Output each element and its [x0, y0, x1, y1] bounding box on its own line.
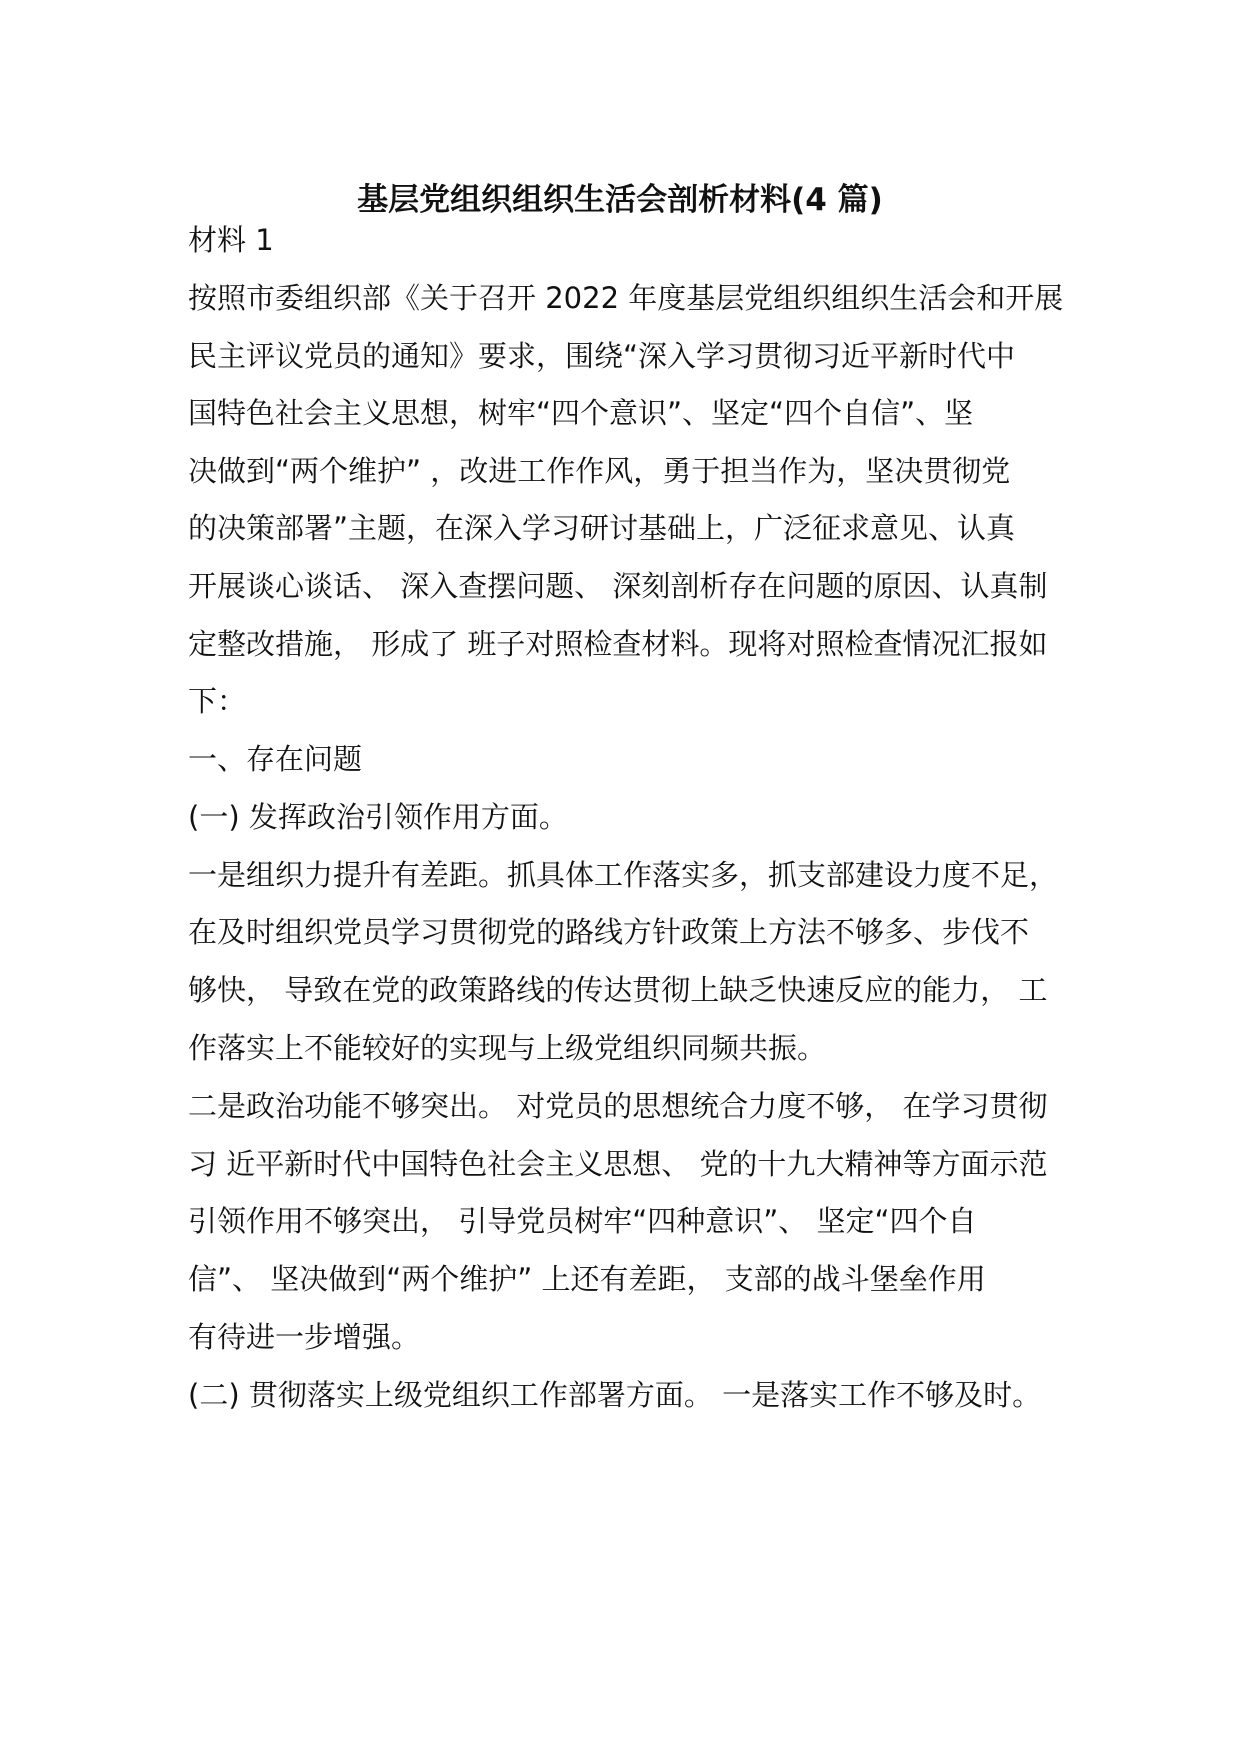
paragraph-line: 信”、 坚决做到“两个维护” 上还有差距， 支部的战斗堡垒作用 — [188, 1262, 986, 1296]
paragraph-line: 民主评议党员的通知》要求，围绕“深入学习贯彻习近平新时代中 — [188, 339, 1016, 373]
paragraph-line: 定整改措施， 形成了 班子对照检查材料。现将对照检查情况汇报如 — [188, 627, 1048, 661]
paragraph-line: 作落实上不能较好的实现与上级党组织同频共振。 — [188, 1031, 827, 1065]
subsection-heading: (二) 贯彻落实上级党组织工作部署方面。 一是落实工作不够及时。 — [188, 1378, 1042, 1412]
paragraph-line: 习 近平新时代中国特色社会主义思想、 党的十九大精神等方面示范 — [188, 1147, 1048, 1181]
paragraph-line: 按照市委组织部《关于召开 2022 年度基层党组织组织生活会和开展 — [188, 281, 1064, 315]
paragraph-line: 的决策部署”主题，在深入学习研讨基础上，广泛征求意见、认真 — [188, 511, 1016, 545]
paragraph-line: 下： — [188, 684, 247, 718]
material-label: 材料 1 — [188, 223, 274, 257]
paragraph-line: 有待进一步增强。 — [188, 1320, 421, 1354]
document-title: 基层党组织组织生活会剖析材料(4 篇) — [357, 182, 883, 218]
paragraph-line: 二是政治功能不够突出。 对党员的思想统合力度不够， 在学习贯彻 — [188, 1089, 1048, 1123]
paragraph-line: 国特色社会主义思想，树牢“四个意识”、坚定“四个自信”、坚 — [188, 396, 974, 430]
section-heading: 一、存在问题 — [188, 742, 363, 776]
paragraph-line: 一是组织力提升有差距。抓具体工作落实多，抓支部建设力度不足， — [188, 858, 1059, 892]
paragraph-line: 在及时组织党员学习贯彻党的路线方针政策上方法不够多、步伐不 — [188, 915, 1030, 949]
paragraph-line: 决做到“两个维护” ，改进工作作风，勇于担当作为，坚决贯彻党 — [188, 454, 1011, 488]
paragraph-line: 开展谈心谈话、 深入查摆问题、 深刻剖析存在问题的原因、认真制 — [188, 569, 1048, 603]
paragraph-line: 够快， 导致在党的政策路线的传达贯彻上缺乏快速反应的能力， 工 — [188, 973, 1048, 1007]
paragraph-line: 引领作用不够突出， 引导党员树牢“四种意识”、 坚定“四个自 — [188, 1204, 977, 1238]
subsection-heading: (一) 发挥政治引领作用方面。 — [188, 800, 568, 834]
